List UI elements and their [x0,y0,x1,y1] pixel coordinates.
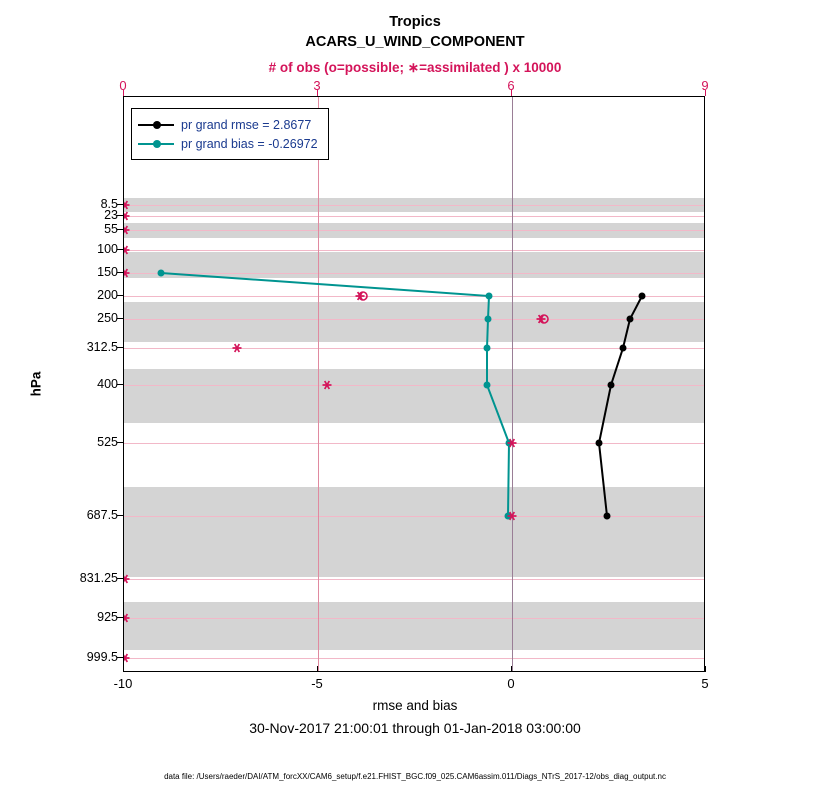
series-rmse-point [620,345,627,352]
chart-subtitle: ACARS_U_WIND_COMPONENT [305,34,525,50]
legend-swatch-bias [138,138,174,150]
series-rmse-point [604,513,611,520]
plot-area [123,96,705,672]
x-axis-label: rmse and bias [372,698,458,713]
series-rmse-point [627,316,634,323]
page-title: Tropics [389,14,441,30]
legend-swatch-rmse [138,119,174,131]
series-rmse-point [596,440,603,447]
y-tick-label: 831.25 [79,571,118,585]
series-rmse-point [639,293,646,300]
x-tick-mark [317,666,318,672]
y-tick-label: 312.5 [86,340,118,354]
series-bias-point [486,293,493,300]
series-bias-point [484,345,491,352]
y-tick-label: 23 [104,208,118,222]
x-tick-label: -10 [113,676,133,691]
x-tick-label: -5 [311,676,323,691]
top-tick-label: 0 [119,78,127,93]
y-tick-label: 525 [97,435,118,449]
x-tick-mark [705,666,706,672]
legend [131,108,329,160]
y-tick-label: 250 [97,311,118,325]
x-tick-mark [511,666,512,672]
x-tick-label: 0 [507,676,515,691]
y-tick-label: 999.5 [86,650,118,664]
y-tick-label: 400 [97,377,118,391]
series-rmse-point [608,382,615,389]
y-tick-label: 8.5 [100,197,118,211]
x-tick-mark [123,666,124,672]
series-rmse-line [599,296,642,516]
chart-title-block [0,12,830,52]
legend-item-rmse [138,115,318,134]
y-axis-label: hPa [28,371,44,397]
y-tick-label: 687.5 [86,508,118,522]
datafile-caption: data file: /Users/raeder/DAI/ATM_forcXX/CAM6_setup/f.e21.FHIST_BGC.f09_025.CAM6assim.011/Diags_NTrS_2017-12/obs_diag_output.nc [164,772,666,781]
obs-assimilated-markers [123,201,546,662]
top-tick-label: 3 [313,78,321,93]
series-bias-point [484,382,491,389]
y-tick-label: 925 [97,610,118,624]
series-bias-line [161,273,509,516]
top-tick-label: 6 [507,78,515,93]
series-bias-point [485,316,492,323]
y-tick-label: 150 [97,265,118,279]
date-range-caption: 30-Nov-2017 21:00:01 through 01-Jan-2018 03:00:00 [249,720,581,736]
legend-item-bias [138,134,318,153]
legend-label-rmse: pr grand rmse = 2.8677 [181,117,312,132]
top-tick-label: 9 [701,78,709,93]
x-tick-label: 5 [701,676,709,691]
y-tick-label: 200 [97,288,118,302]
y-tick-label: 55 [104,222,118,236]
y-tick-label: 100 [97,242,118,256]
top-axis-label: # of obs (o=possible; ∗=assimilated ) x 10000 [268,60,562,75]
legend-label-bias: pr grand bias = -0.26972 [181,136,318,151]
series-bias-point [158,270,165,277]
data-overlay [124,97,705,672]
